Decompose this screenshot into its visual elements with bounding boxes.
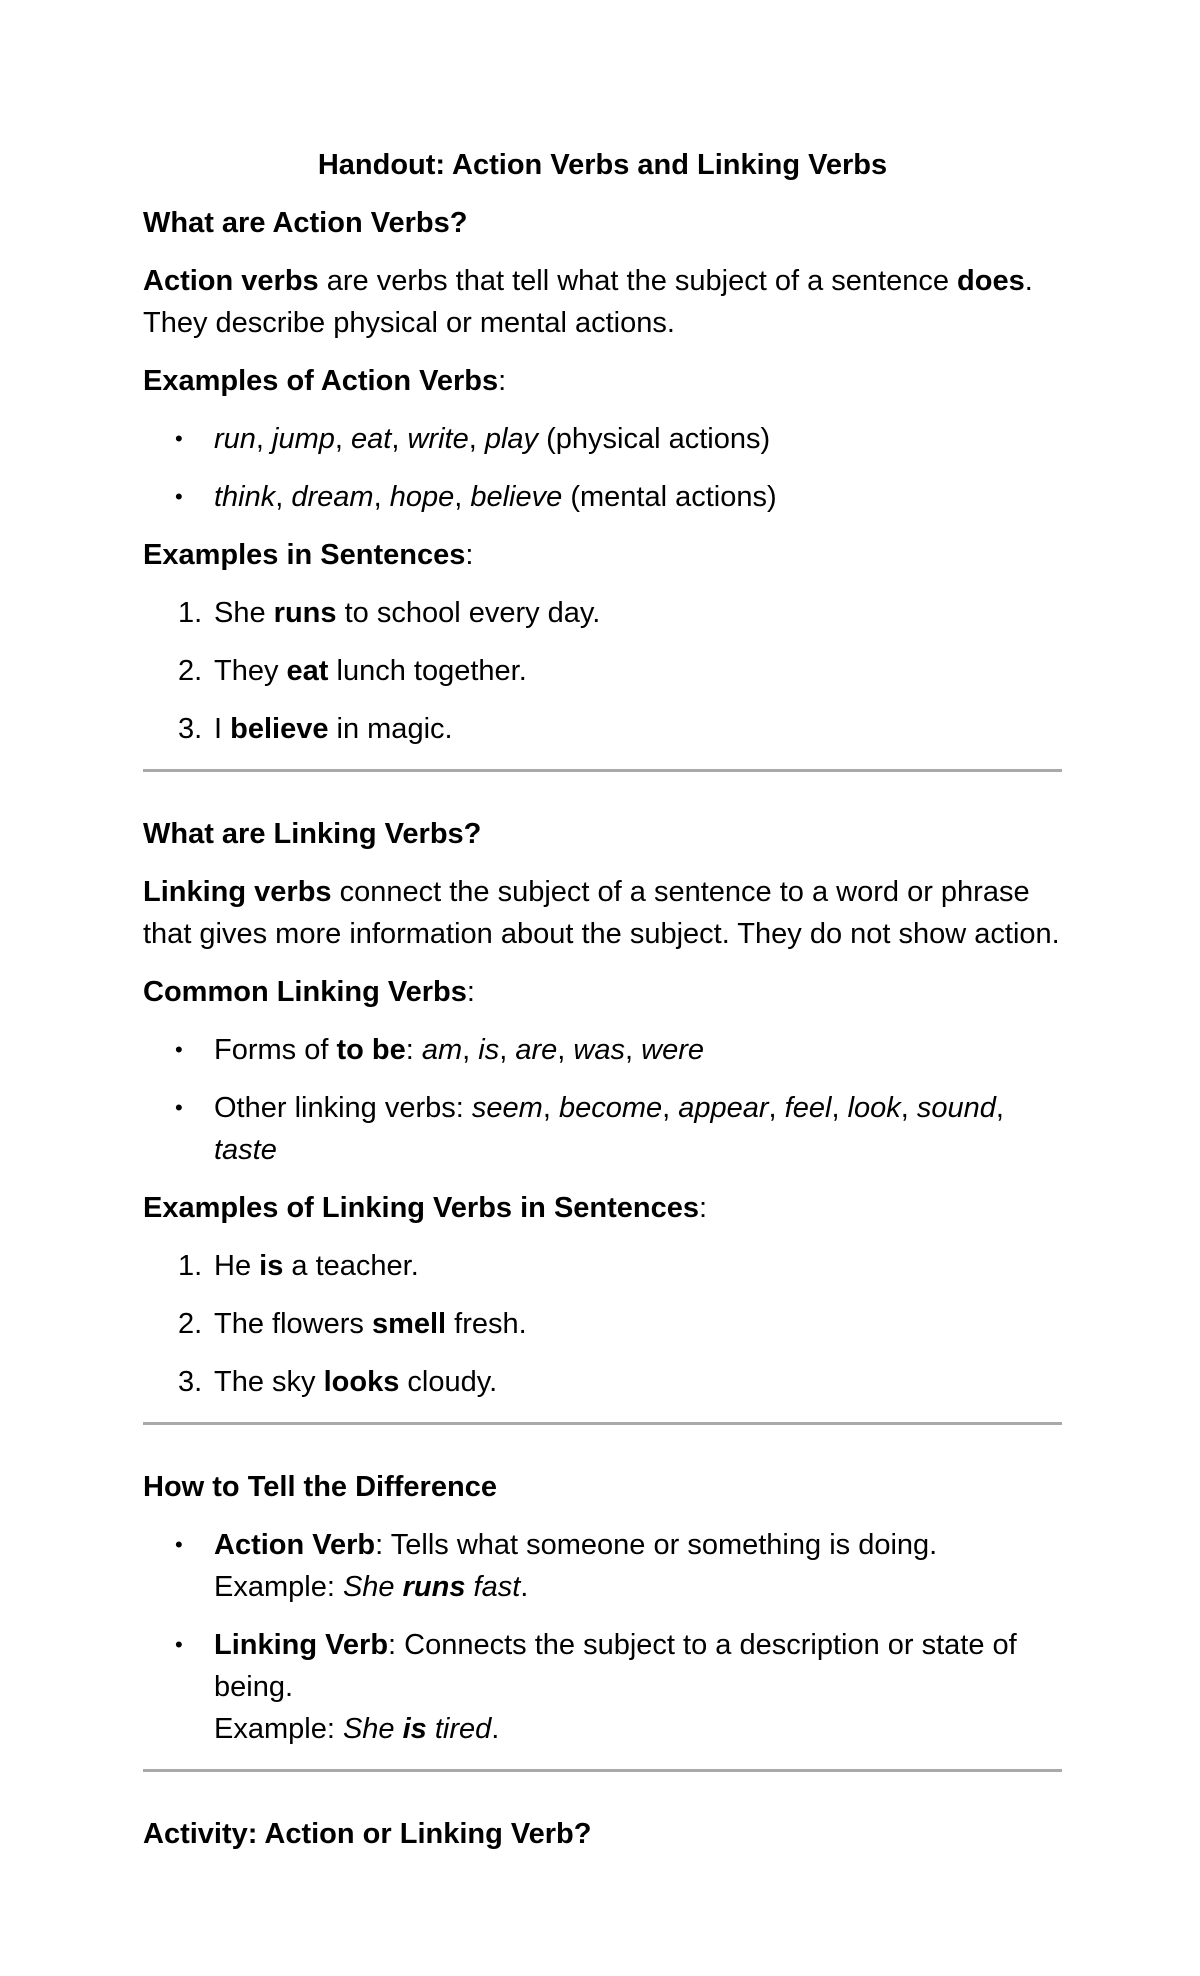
example-word: believe <box>470 481 563 513</box>
action-examples-label-line: Examples of Action Verbs: <box>143 365 507 397</box>
linking-verb-term: Linking Verb <box>214 1629 389 1661</box>
example-end: . <box>491 1713 500 1745</box>
action-verbs-term: Action verbs <box>143 265 319 297</box>
list-item <box>143 708 1062 750</box>
list-item: • run, jump, eat, write, play (physical actions) <box>143 418 1062 460</box>
sentence-verb: runs <box>273 597 337 629</box>
list-item: • Other linking verbs: seem, become, appear, feel, look, sound, taste <box>143 1087 1062 1171</box>
list-number: 1. <box>178 597 203 629</box>
sentence-verb: smell <box>371 1308 447 1340</box>
example-verb: is <box>402 1713 427 1745</box>
action-definition-end: . They describe physical or mental actions. <box>143 265 1033 339</box>
list-number: 2. <box>178 655 203 687</box>
action-sentences-label: Examples in Sentences <box>143 539 466 571</box>
example-word: were <box>641 1034 704 1066</box>
page-title: Handout: Action Verbs and Linking Verbs <box>317 149 888 181</box>
sentence-verb: looks <box>323 1366 400 1398</box>
action-verbs-definition <box>143 260 1062 344</box>
example-text: fast <box>465 1571 521 1603</box>
sentence-text: lunch together. <box>328 655 527 687</box>
action-definition-text: are verbs that tell what the subject of a sentence <box>318 265 958 297</box>
example-word: dream <box>291 481 374 513</box>
linking-sentences-label: Examples of Linking Verbs in Sentences <box>143 1192 700 1224</box>
example-word: am <box>421 1034 463 1066</box>
sentence-verb: eat <box>286 655 329 687</box>
example-text: She <box>342 1713 403 1745</box>
sentence-text: a teacher. <box>283 1250 419 1282</box>
example-word: are <box>515 1034 558 1066</box>
linking-definition-text: connect the subject of a sentence to a word or phrase that gives more information about the subject. They do not show action. <box>143 876 1060 950</box>
bullet-prefix: Other linking verbs: <box>214 1092 472 1124</box>
example-word: hope <box>389 481 455 513</box>
section-divider <box>143 1769 1062 1772</box>
sentence-verb: is <box>259 1250 284 1282</box>
to-be-term: to be <box>336 1034 406 1066</box>
sentence-text: to school every day. <box>336 597 601 629</box>
list-number: 2. <box>178 1308 203 1340</box>
common-linking-label: Common Linking Verbs <box>143 976 467 1008</box>
list-item: • think, dream, hope, believe (mental actions) <box>143 476 1062 518</box>
bullet-prefix: Forms of <box>214 1034 337 1066</box>
list-number: 3. <box>178 1366 203 1398</box>
example-word: seem <box>471 1092 543 1124</box>
sentence-text: in magic. <box>328 713 453 745</box>
example-note: (physical actions) <box>538 423 771 455</box>
example-word: run <box>214 423 256 455</box>
action-examples-label: Examples of Action Verbs <box>143 365 499 397</box>
sentence-text: He <box>214 1250 260 1282</box>
sentence-text: fresh. <box>446 1308 527 1340</box>
list-item <box>143 1361 1062 1403</box>
section-divider <box>143 1422 1062 1425</box>
example-word: write <box>407 423 469 455</box>
example-word: appear <box>678 1092 769 1124</box>
list-item <box>143 1245 1062 1287</box>
list-item <box>143 592 1062 634</box>
sentence-text: cloudy. <box>399 1366 498 1398</box>
list-number: 1. <box>178 1250 203 1282</box>
example-word: taste <box>214 1134 277 1166</box>
activity-heading: Activity: Action or Linking Verb? <box>143 1818 592 1850</box>
list-item <box>143 1624 1062 1750</box>
sentence-verb: believe <box>230 713 329 745</box>
sentence-text: They <box>214 655 287 687</box>
linking-verbs-term: Linking verbs <box>143 876 332 908</box>
difference-heading: How to Tell the Difference <box>143 1471 497 1503</box>
example-verb: runs <box>402 1571 466 1603</box>
sentence-text: The sky <box>214 1366 324 1398</box>
list-number: 3. <box>178 713 203 745</box>
example-word: play <box>484 423 539 455</box>
example-label: Example: <box>214 1571 343 1603</box>
list-item <box>143 1524 1062 1608</box>
section-divider <box>143 769 1062 772</box>
example-word: jump <box>272 423 335 455</box>
action-verb-term: Action Verb <box>214 1529 376 1561</box>
linking-verbs-heading: What are Linking Verbs? <box>143 818 482 850</box>
example-word: eat <box>351 423 392 455</box>
example-label: Example: <box>214 1713 343 1745</box>
example-text: tired <box>426 1713 492 1745</box>
example-word: is <box>478 1034 500 1066</box>
example-word: become <box>558 1092 663 1124</box>
sentence-text: I <box>214 713 231 745</box>
linking-sentences-label-line: Examples of Linking Verbs in Sentences: <box>143 1192 708 1224</box>
sentence-text: The flowers <box>214 1308 372 1340</box>
example-end: . <box>520 1571 529 1603</box>
example-word: feel <box>784 1092 832 1124</box>
example-word: sound <box>916 1092 996 1124</box>
common-linking-list <box>143 1029 1062 1171</box>
action-sentences-label-line: Examples in Sentences: <box>143 539 474 571</box>
list-item <box>143 650 1062 692</box>
linking-verb-desc: : Connects the subject to a description or state of being. <box>214 1629 1017 1703</box>
action-examples-list <box>143 418 1062 518</box>
does-emphasis: does <box>957 265 1025 297</box>
sentence-text: She <box>214 597 274 629</box>
list-item: • Forms of to be: am, is, are, was, were <box>143 1029 1062 1071</box>
difference-list <box>143 1524 1062 1750</box>
action-verbs-heading: What are Action Verbs? <box>143 207 468 239</box>
example-word: was <box>573 1034 625 1066</box>
linking-sentences-list <box>143 1245 1062 1403</box>
action-sentences-list <box>143 592 1062 750</box>
action-verb-desc: : Tells what someone or something is doing. <box>375 1529 938 1561</box>
list-item <box>143 1303 1062 1345</box>
example-word: look <box>847 1092 901 1124</box>
example-word: think <box>214 481 276 513</box>
example-text: She <box>342 1571 403 1603</box>
common-linking-label-line: Common Linking Verbs: <box>143 976 475 1008</box>
example-note: (mental actions) <box>562 481 777 513</box>
linking-verbs-definition <box>143 871 1062 955</box>
